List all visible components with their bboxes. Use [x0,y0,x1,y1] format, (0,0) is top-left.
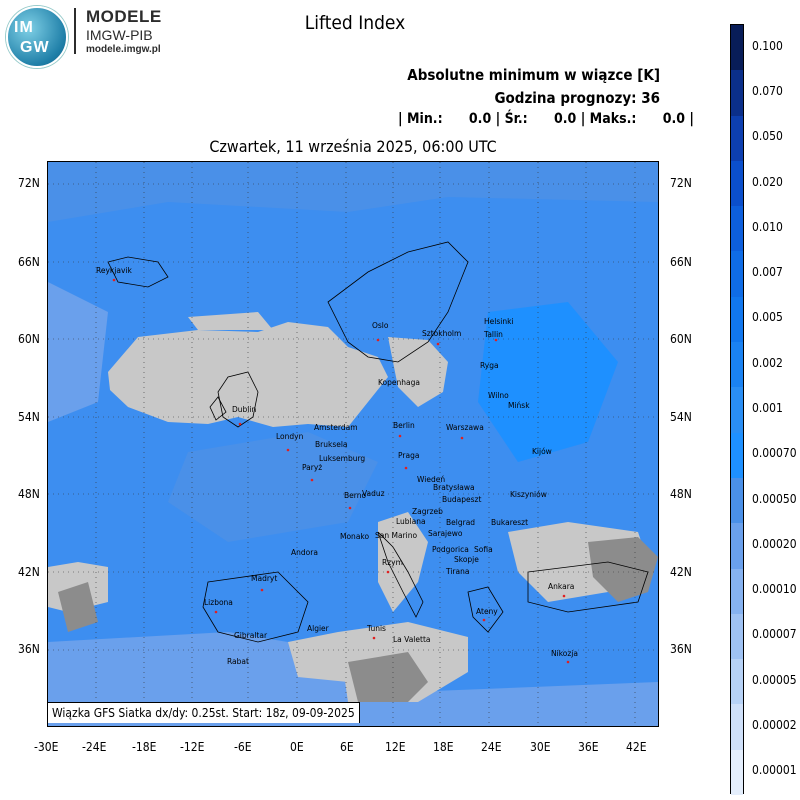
lat-label-left: 36N [18,642,40,656]
map-svg [48,162,658,726]
colorbar-label: 0.010 [752,219,783,234]
logo-icon-text-top: IM [14,19,34,36]
city-zagreb: Zagrzeb [412,507,443,516]
lat-label-right: 48N [670,487,692,501]
city-riga: Ryga [480,361,499,370]
lon-label: 24E [481,740,502,754]
city-marker [215,611,218,614]
lat-label-left: 54N [18,410,40,424]
city-reykjavik: Reykjavik [96,266,132,275]
city-berlin: Berlin [393,421,415,430]
city-luxembourg: Luksemburg [319,454,366,463]
city-rabat: Rabat [227,657,249,666]
colorbar-segment [731,161,743,207]
colorbar-segment [731,206,743,252]
lon-label: 42E [626,740,647,754]
city-lisbon: Lizbona [204,598,233,607]
colorbar-segment [731,704,743,750]
colorbar-label: 0.00007 [752,627,797,642]
city-bern: Berno [344,491,367,500]
city-algiers: Algier [307,624,329,633]
colorbar-segment [731,478,743,524]
city-marker [377,339,380,342]
city-belgrade: Belgrad [446,518,476,527]
colorbar-segment [731,251,743,297]
colorbar-label: 0.00010 [752,582,797,597]
city-prague: Praga [398,451,420,460]
colorbar-label: 0.005 [752,310,783,325]
colorbar-segment [731,569,743,615]
colorbar-segment [731,433,743,479]
city-vilnius: Wilno [488,391,509,400]
logo-separator [74,8,76,54]
colorbar-segment [731,614,743,660]
city-marker [261,589,264,592]
lat-label-left: 48N [18,487,40,501]
city-sarajevo: Sarajewo [428,529,463,538]
lat-label-left: 72N [18,176,40,190]
colorbar-label: 0.00050 [752,491,797,506]
city-marker [437,343,440,346]
city-helsinki: Helsinki [484,317,514,326]
lat-label-right: 36N [670,642,692,656]
logo-org: IMGW-PIB [86,27,153,43]
lat-label-right: 42N [670,565,692,579]
city-gibraltar: Gibraltar [234,631,268,640]
city-athens: Ateny [476,607,498,616]
lon-label: -6E [234,740,252,754]
city-paris: Paryż [302,463,323,472]
lon-label: -12E [180,740,205,754]
colorbar-segment [731,659,743,705]
forecast-hour: Godzina prognozy: 36 [494,89,660,107]
city-tirana: Tirana [446,567,470,576]
city-marker [387,571,390,574]
city-copenhagen: Kopenhaga [378,378,420,387]
lon-label: 0E [290,740,304,754]
colorbar-segment [731,342,743,388]
colorbar-label: 0.00070 [752,446,797,461]
city-san-marino: San Marino [375,531,418,540]
city-andorra: Andora [291,548,318,557]
city-marker [495,339,498,342]
city-marker [483,619,486,622]
city-sofia: Sofia [474,545,493,554]
logo-url[interactable]: modele.imgw.pl [86,44,161,55]
city-stockholm: Sztokholm [422,329,462,338]
city-madrid: Madryt [251,574,278,583]
logo-name: MODELE [86,7,162,26]
lat-label-left: 66N [18,255,40,269]
lon-label: 36E [578,740,599,754]
colorbar-label: 0.00001 [752,763,797,778]
colorbar-segment [731,25,743,71]
colorbar-label: 0.00002 [752,718,797,733]
colorbar-label: 0.070 [752,83,783,98]
colorbar-label: 0.050 [752,129,783,144]
lon-label: -18E [132,740,157,754]
city-podgorica: Podgorica [432,545,469,554]
colorbar-label: 0.100 [752,38,783,53]
stats-line: | Min.: 0.0 | Śr.: 0.0 | Maks.: 0.0 | [398,111,694,127]
colorbar-label: 0.020 [752,174,783,189]
city-budapest: Budapeszt [442,495,482,504]
colorbar-segment [731,70,743,116]
lat-label-right: 66N [670,255,692,269]
colorbar-segment [731,116,743,162]
city-chisinau: Kiszyniów [510,490,547,499]
city-nicosia: Nikozja [551,649,578,658]
city-ankara: Ankara [548,582,575,591]
logo-icon-text-bottom: GW [20,39,50,56]
lat-label-left: 60N [18,332,40,346]
city-oslo: Oslo [372,321,389,330]
colorbar-segment [731,750,743,796]
colorbar-label: 0.00005 [752,672,797,687]
lon-label: 18E [433,740,454,754]
map-footer: Wiązka GFS Siatka dx/dy: 0.25st. Start: 18z, 09-09-2025 [48,702,360,723]
city-vaduz: Vaduz [362,489,385,498]
lat-label-right: 60N [670,332,692,346]
city-marker [461,437,464,440]
city-monaco: Monako [340,532,370,541]
colorbar-segment [731,297,743,343]
city-tunis: Tunis [367,624,386,633]
city-marker [113,279,116,282]
city-marker [349,507,352,510]
city-warsaw: Warszawa [446,423,484,432]
city-marker [311,479,314,482]
lon-label: -30E [34,740,59,754]
map-area [48,162,658,726]
city-minsk: Mińsk [508,401,530,410]
colorbar-label: 0.007 [752,265,783,280]
lat-label-right: 72N [670,176,692,190]
city-marker [405,467,408,470]
chart-title: Lifted Index [304,12,406,34]
lat-label-left: 42N [18,565,40,579]
city-dublin: Dublin [232,405,257,414]
city-ljubljana: Lublana [396,517,426,526]
colorbar [730,24,744,794]
colorbar-label: 0.002 [752,355,783,370]
colorbar-segment [731,387,743,433]
city-brussels: Bruksela [315,440,348,449]
city-marker [287,449,290,452]
lat-label-right: 54N [670,410,692,424]
map-date-bar: Czwartek, 11 września 2025, 06:00 UTC [47,131,659,162]
colorbar-segment [731,523,743,569]
city-marker [567,661,570,664]
imgw-logo [6,6,68,68]
colorbar-label: 0.00020 [752,536,797,551]
lon-label: 12E [385,740,406,754]
chart-subtitle: Absolutne minimum w wiązce [K] [407,66,660,84]
city-london: Londyn [276,432,304,441]
city-rome: Rzym [382,558,403,567]
city-kyiv: Kijów [532,447,552,456]
lon-label: -24E [82,740,107,754]
city-bucharest: Bukareszt [491,518,529,527]
lon-label: 6E [340,740,354,754]
city-skopje: Skopje [454,555,479,564]
city-vienna: Wiedeń [417,475,446,484]
lon-label: 30E [530,740,551,754]
city-bratislava: Bratysława [433,483,475,492]
city-valletta: La Valetta [393,635,431,644]
city-marker [239,423,242,426]
city-marker [399,435,402,438]
colorbar-label: 0.001 [752,401,783,415]
city-amsterdam: Amsterdam [314,423,358,432]
city-tallinn: Tallin [484,330,503,339]
city-marker [373,637,376,640]
city-marker [563,595,566,598]
